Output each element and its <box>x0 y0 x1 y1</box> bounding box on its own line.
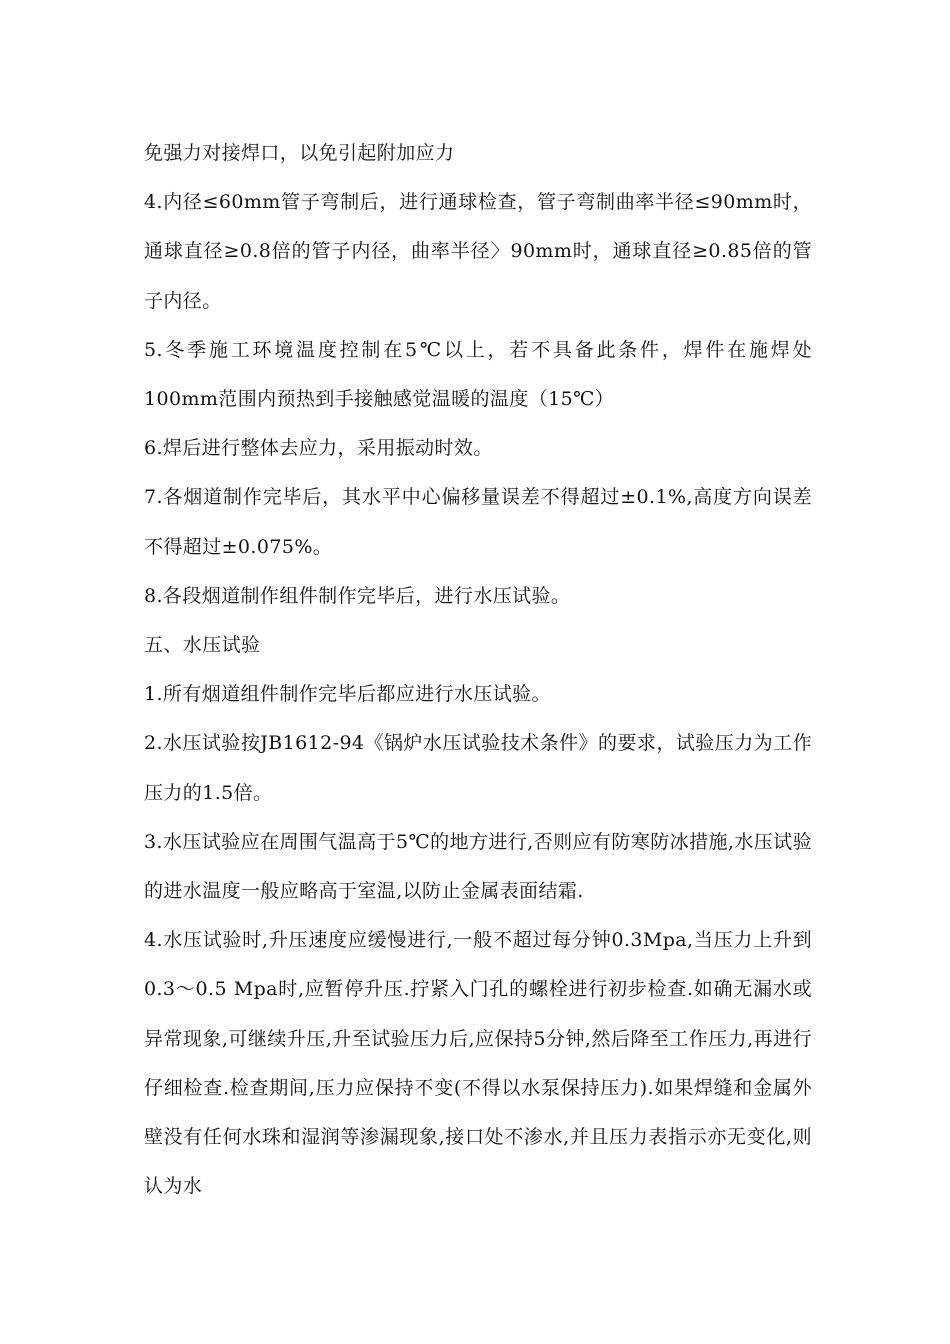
paragraph-item-4-ball-test: 4.内径≤60mm管子弯制后，进行通球检查，管子弯制曲率半径≤90mm时，通球直径≥0.8倍的管子内径，曲率半径〉90mm时，通球直径≥0.85倍的管子内径。 <box>144 191 812 312</box>
paragraph-hydro-item-2: 2.水压试验按JB1612-94《锅炉水压试验技术条件》的要求，试验压力为工作压力的1.5倍。 <box>144 732 812 804</box>
section-heading-hydro-test: 五、水压试验 <box>144 634 261 657</box>
paragraph-item-7-tolerance: 7.各烟道制作完毕后，其水平中心偏移量误差不得超过±0.1%,高度方向误差不得超过±0.075%。 <box>144 486 812 558</box>
paragraph-item-6-stress-relief: 6.焊后进行整体去应力，采用振动时效。 <box>144 437 493 460</box>
document-body <box>144 129 812 1211</box>
paragraph-hydro-item-3: 3.水压试验应在周围气温高于5℃的地方进行,否则应有防寒防冰措施,水压试验的进水温度一般应略高于室温,以防止金属表面结霜. <box>144 830 812 903</box>
paragraph-item-5-winter-temperature: 5.冬季施工环境温度控制在5℃以上，若不具备此条件，焊件在施焊处100mm范围内预热到手接触感觉温暖的温度（15℃） <box>144 338 812 411</box>
paragraph-weld-stress: 免强力对接焊口，以免引起附加应力 <box>144 142 455 164</box>
paragraph-hydro-item-1: 1.所有烟道组件制作完毕后都应进行水压试验。 <box>144 683 551 706</box>
paragraph-item-8-pressure-test: 8.各段烟道制作组件制作完毕后，进行水压试验。 <box>144 584 571 607</box>
paragraph-hydro-item-4: 4.水压试验时,升压速度应缓慢进行,一般不超过每分钟0.3Mpa,当压力上升到0.3～0.5 Mpa时,应暂停升压.拧紧入门孔的螺栓进行初步检查.如确无漏水或异常现象,可继续升压,升至试验压力后,应保持5分钟,然后降至工作压力,再进行仔细检查.检查期间,压力应保持不变(不得以水泵保持压力).如果焊缝和金属外壁没有任何水珠和湿润等渗漏现象,接口处不渗水,并且压力表指示亦无变化,则认为水 <box>144 929 812 1198</box>
